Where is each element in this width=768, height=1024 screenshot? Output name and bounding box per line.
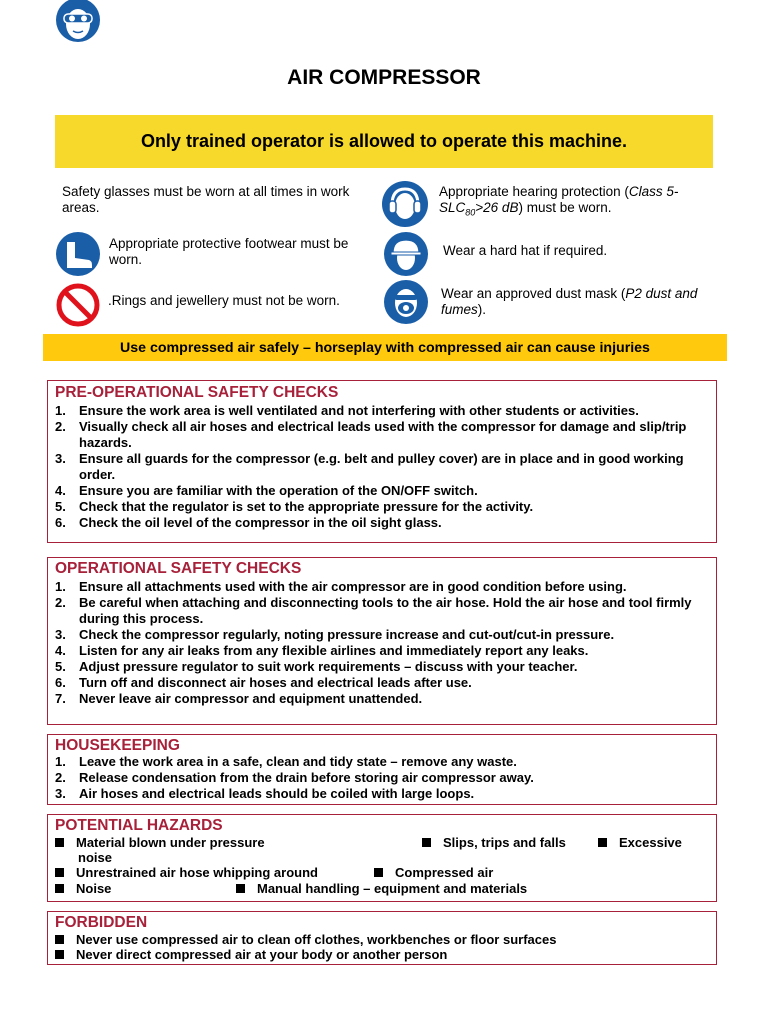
item-number: 1.: [55, 754, 66, 769]
banner-text: Only trained operator is allowed to operate this machine.: [140, 131, 628, 151]
housekeeping-list: [55, 754, 710, 802]
list-item: [55, 595, 710, 627]
item-text: Ensure you are familiar with the operation of the ON/OFF switch.: [79, 483, 478, 498]
footwear-text: Appropriate protective footwear must be worn.: [109, 236, 349, 267]
item-number: 2.: [55, 770, 66, 785]
item-text: Check the compressor regularly, noting pressure increase and cut-out/cut-in pressure.: [79, 627, 615, 642]
hearing-protection-icon: [381, 181, 429, 227]
mask-text: Wear an approved dust mask (P2 dust and fumes).: [441, 286, 698, 317]
hazard-excessive: Excessive: [598, 835, 682, 851]
item-number: 1.: [55, 403, 66, 418]
item-number: 2.: [55, 419, 66, 434]
item-text: Check that the regulator is set to the appropriate pressure for the activity.: [79, 499, 534, 514]
trained-operator-banner: [55, 115, 713, 168]
hardhat-text: Wear a hard hat if required.: [443, 243, 608, 258]
item-text: Never leave air compressor and equipment unattended.: [79, 691, 423, 706]
item-number: 4.: [55, 643, 66, 658]
list-item: [55, 786, 710, 802]
item-text: Adjust pressure regulator to suit work requirements – discuss with your teacher.: [79, 659, 578, 674]
list-item: [55, 659, 710, 675]
page-title: AIR COMPRESSOR: [287, 66, 481, 89]
hazard-manual: Manual handling – equipment and materials: [236, 881, 527, 897]
item-text: Turn off and disconnect air hoses and electrical leads after use.: [79, 675, 472, 690]
item-text: Listen for any air leaks from any flexible airlines and immediately report any leaks.: [79, 643, 589, 658]
list-item: [55, 419, 710, 451]
list-item: [55, 643, 710, 659]
housekeeping-title: HOUSEKEEPING: [55, 737, 180, 754]
pre-operational-list: [55, 403, 710, 531]
dust-mask-icon: [383, 280, 429, 324]
hazard-noise-continued: noise: [78, 850, 112, 865]
list-item: [55, 403, 710, 419]
item-text: Visually check all air hoses and electrical leads used with the compressor for damage and slip/trip hazards.: [79, 419, 687, 450]
item-number: 5.: [55, 659, 66, 674]
hazard-hose: Unrestrained air hose whipping around: [55, 865, 318, 881]
hazard-slips: Slips, trips and falls: [422, 835, 566, 851]
item-text: Air hoses and electrical leads should be coiled with large loops.: [79, 786, 475, 801]
item-text: Ensure the work area is well ventilated and not interfering with other students or activities.: [79, 403, 639, 418]
item-number: 5.: [55, 499, 66, 514]
glasses-text: Safety glasses must be worn at all times in work areas.: [62, 184, 350, 215]
item-text: Ensure all attachments used with the air compressor are in good condition before using.: [79, 579, 627, 594]
no-jewellery-icon: [55, 282, 101, 328]
item-number: 6.: [55, 515, 66, 530]
hazard-material: Material blown under pressure: [55, 835, 265, 851]
forbidden-item-1: Never use compressed air to clean off clothes, workbenches or floor surfaces: [55, 932, 556, 948]
item-number: 3.: [55, 627, 66, 642]
list-item: [55, 675, 710, 691]
item-text: Check the oil level of the compressor in the oil sight glass.: [79, 515, 442, 530]
hearing-text: Appropriate hearing protection (Class $5-SLC_{80}>26$ dB) must be worn.: [439, 184, 679, 218]
item-number: 4.: [55, 483, 66, 498]
pre-operational-box: [47, 380, 717, 543]
hard-hat-icon: [383, 232, 429, 276]
rings-text: .Rings and jewellery must not be worn.: [108, 293, 340, 308]
item-text: Be careful when attaching and disconnecting tools to the air hose. Hold the air hose and tool firmly during this process.: [79, 595, 692, 626]
list-item: [55, 691, 710, 707]
operational-title: OPERATIONAL SAFETY CHECKS: [55, 560, 302, 577]
forbidden-item-2: Never direct compressed air at your body or another person: [55, 947, 447, 963]
safety-boots-icon: [55, 232, 101, 276]
housekeeping-box: [47, 734, 717, 805]
notice-text: Use compressed air safely – horseplay with compressed air can cause injuries: [120, 339, 650, 356]
operational-list: [55, 579, 710, 707]
hazard-compressed: Compressed air: [374, 865, 493, 881]
list-item: [55, 754, 710, 770]
hazards-title: POTENTIAL HAZARDS: [55, 817, 223, 834]
hazard-noise: Noise: [55, 881, 111, 897]
pre-operational-title: PRE-OPERATIONAL SAFETY CHECKS: [55, 384, 339, 401]
item-number: 3.: [55, 786, 66, 801]
item-number: 2.: [55, 595, 66, 610]
list-item: [55, 627, 710, 643]
list-item: [55, 770, 710, 786]
list-item: [55, 451, 710, 483]
item-number: 3.: [55, 451, 66, 466]
item-text: Release condensation from the drain before storing air compressor away.: [79, 770, 534, 785]
forbidden-title: FORBIDDEN: [55, 914, 148, 931]
item-text: Ensure all guards for the compressor (e.g. belt and pulley cover) are in place and in good working order.: [79, 451, 684, 482]
list-item: [55, 483, 710, 499]
operational-box: [47, 557, 717, 725]
forbidden-box: [47, 911, 717, 965]
item-number: 7.: [55, 691, 66, 706]
list-item: [55, 515, 710, 531]
item-text: Leave the work area in a safe, clean and tidy state – remove any waste.: [79, 754, 517, 769]
item-number: 6.: [55, 675, 66, 690]
safety-goggles-icon: [55, 0, 101, 44]
hazards-box: [47, 814, 717, 902]
list-item: [55, 499, 710, 515]
list-item: [55, 579, 710, 595]
item-number: 1.: [55, 579, 66, 594]
compressed-air-notice: [43, 334, 727, 361]
